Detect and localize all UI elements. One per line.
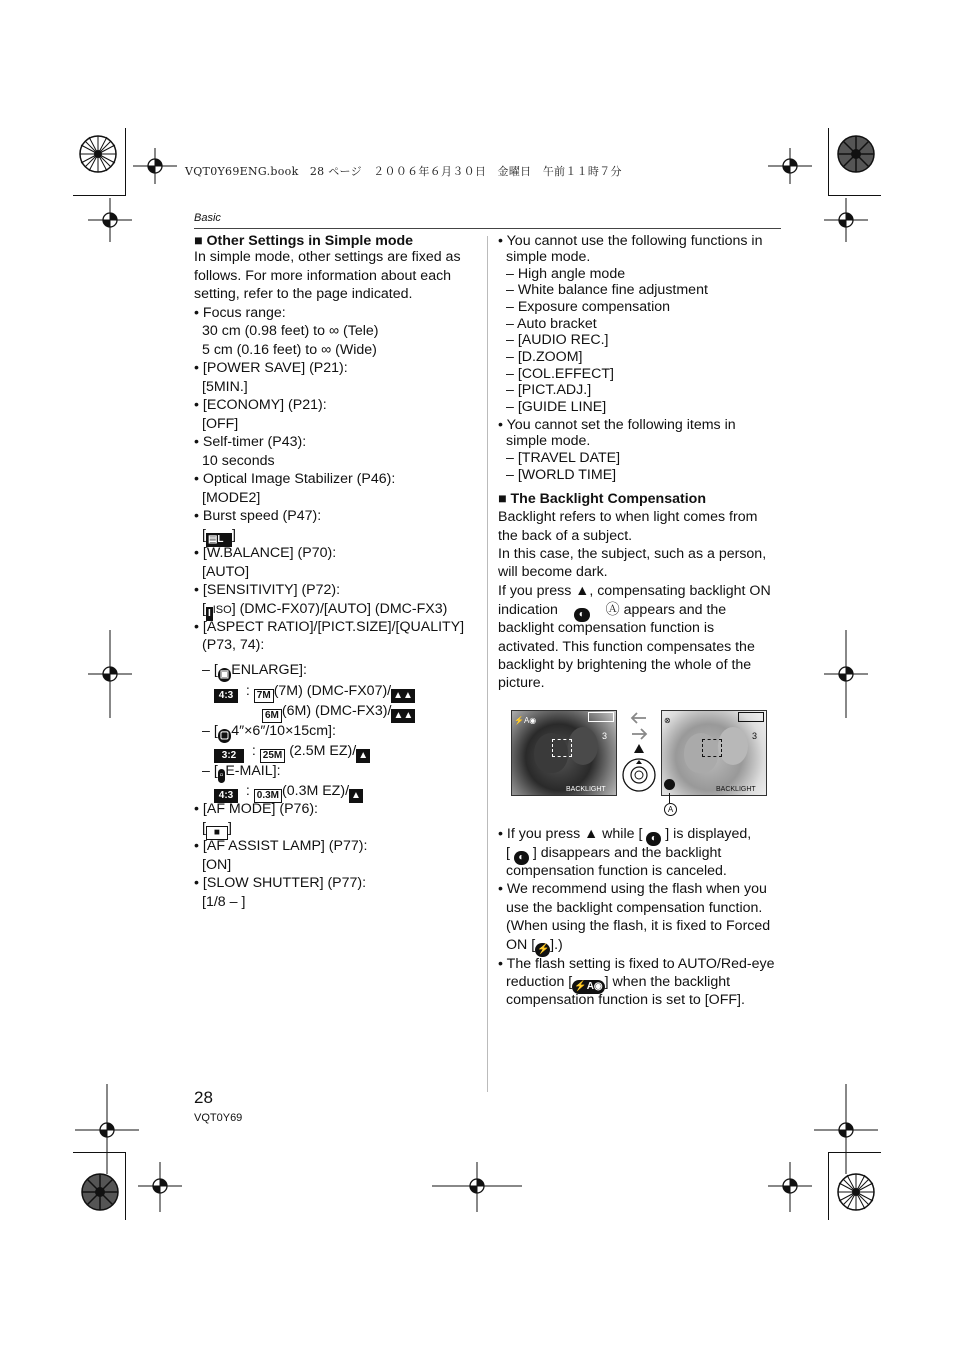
setting-label: • Focus range: bbox=[194, 305, 286, 321]
crosshair-icon bbox=[824, 198, 868, 242]
backlight-label: BACKLIGHT bbox=[566, 786, 606, 793]
crosshair-icon bbox=[133, 148, 177, 184]
crosshair-icon bbox=[814, 1084, 878, 1174]
crosshair-icon bbox=[88, 630, 132, 718]
flash-off-icon: ⊗ bbox=[664, 716, 671, 725]
crosshair-icon bbox=[432, 1162, 522, 1212]
crosshair-icon bbox=[768, 1162, 812, 1212]
setting-value: [AUTO] bbox=[202, 564, 250, 580]
enlarge-icon: ▣ bbox=[219, 669, 230, 680]
column-divider bbox=[487, 236, 488, 1092]
backlight-label: BACKLIGHT bbox=[716, 786, 756, 793]
body-line: indication ◐ Ⓐ appears and the bbox=[498, 602, 727, 620]
page-number: 28 bbox=[194, 1088, 213, 1107]
crosshair-icon bbox=[824, 630, 868, 718]
setting-label: • [ECONOMY] (P21): bbox=[194, 397, 327, 413]
email-icon: ▫ bbox=[219, 770, 224, 781]
function-item: – [D.ZOOM] bbox=[506, 349, 583, 365]
print-header: VQT0Y69ENG.book 28 ページ ２００６年６月３０日 金曜日 午前１１時７分 bbox=[185, 165, 622, 178]
auto-red-eye-icon: ⚡A◉ bbox=[574, 981, 603, 992]
callout-line bbox=[669, 793, 670, 803]
battery-icon bbox=[588, 712, 614, 722]
setting-label: (P73, 74): bbox=[202, 637, 265, 653]
subject-face bbox=[568, 727, 598, 765]
backlit-photo-before bbox=[511, 710, 617, 796]
function-item: – Auto bracket bbox=[506, 316, 597, 332]
fine-quality-icon: ▲▲ bbox=[393, 690, 413, 701]
section-heading: ■ Other Settings in Simple mode bbox=[194, 233, 414, 249]
setting-value: 5 cm (0.16 feet) to ∞ (Wide) bbox=[202, 342, 377, 358]
setting-label: • Self-timer (P43): bbox=[194, 434, 307, 450]
crosshair-icon bbox=[75, 1084, 139, 1174]
crosshair-icon bbox=[88, 198, 132, 242]
note-line: ON [ ⚡].) bbox=[506, 937, 563, 955]
note-line: • The flash setting is fixed to AUTO/Red-eye bbox=[498, 956, 775, 972]
setting-value: [OFF] bbox=[202, 416, 239, 432]
note-line: (When using the flash, it is fixed to Forced bbox=[506, 918, 771, 934]
one-area-af-icon: ■ bbox=[206, 826, 228, 840]
size-row: 3:2 : 25M (2.5M EZ)/ ▲ bbox=[214, 742, 370, 763]
flash-auto-icon: ⚡A◉ bbox=[514, 716, 537, 725]
corner-rosette-icon bbox=[836, 134, 876, 174]
callout-a: A bbox=[664, 803, 677, 816]
email-row: – [ ▫ E-MAIL]: bbox=[202, 763, 281, 781]
subject-face bbox=[718, 727, 748, 765]
standard-quality-icon: ▲ bbox=[358, 750, 369, 761]
body-line: In this case, the subject, such as a person, bbox=[498, 546, 767, 562]
body-line: picture. bbox=[498, 675, 545, 691]
note-line: • If you press ▲ while [ ◐ ] is displayed, bbox=[498, 826, 752, 844]
setting-label: • [AF ASSIST LAMP] (P77): bbox=[194, 838, 368, 854]
print-icon: ▢ bbox=[219, 730, 230, 741]
7m-icon: 7M bbox=[254, 689, 274, 703]
setting-value: 30 cm (0.98 feet) to ∞ (Tele) bbox=[202, 323, 379, 339]
function-item: – [WORLD TIME] bbox=[506, 467, 617, 483]
forced-flash-icon: ⚡ bbox=[537, 944, 550, 955]
remaining-count: 3 bbox=[602, 731, 608, 741]
function-item: – [TRAVEL DATE] bbox=[506, 450, 621, 466]
intro-line: In simple mode, other settings are fixed as bbox=[194, 249, 461, 265]
af-frame bbox=[552, 739, 572, 757]
size-row: 4:3 : 7M (7M) (DMC-FX07)/ ▲▲ bbox=[214, 682, 415, 703]
function-item: – Exposure compensation bbox=[506, 299, 671, 315]
note-line: • You cannot use the following functions in bbox=[498, 233, 763, 249]
function-item: – White balance fine adjustment bbox=[506, 282, 708, 298]
backlight-icon bbox=[664, 779, 675, 790]
header-rule bbox=[194, 228, 781, 229]
section-heading: ■ The Backlight Compensation bbox=[498, 491, 707, 507]
setting-label: • [SLOW SHUTTER] (P77): bbox=[194, 875, 367, 891]
intro-line: follows. For more information about each bbox=[194, 268, 452, 284]
cursor-button-icon bbox=[621, 757, 657, 793]
setting-value: [ON] bbox=[202, 857, 232, 873]
size-row: 6M (6M) (DMC-FX3)/ ▲▲ bbox=[262, 702, 415, 723]
backlit-photo-after bbox=[661, 710, 767, 796]
note-line: [ ◐ ] disappears and the backlight bbox=[506, 845, 722, 863]
setting-label: • [W.BALANCE] (P70): bbox=[194, 545, 337, 561]
crosshair-icon bbox=[768, 148, 812, 184]
note-line: simple mode. bbox=[506, 249, 591, 265]
remaining-count: 3 bbox=[752, 731, 758, 741]
note-line: • We recommend using the flash when you bbox=[498, 881, 767, 897]
section-label: Basic bbox=[194, 212, 221, 224]
note-line: use the backlight compensation function. bbox=[506, 900, 763, 916]
setting-value: 10 seconds bbox=[202, 453, 275, 469]
doc-code: VQT0Y69 bbox=[194, 1112, 243, 1124]
setting-label: • [AF MODE] (P76): bbox=[194, 801, 319, 817]
intro-line: setting, refer to the page indicated. bbox=[194, 286, 413, 302]
body-line: backlight by brightening the whole of the bbox=[498, 657, 752, 673]
body-line: will become dark. bbox=[498, 564, 608, 580]
setting-label: • Burst speed (P47): bbox=[194, 508, 322, 524]
print-size-row: – [ ▢ 4″×6″/10×15cm]: bbox=[202, 723, 336, 741]
iso-mark: ISO bbox=[212, 604, 232, 616]
burst-value: [ ▤L ] bbox=[202, 527, 236, 545]
corner-rosette-icon bbox=[78, 134, 118, 174]
function-item: – [COL.EFFECT] bbox=[506, 366, 614, 382]
fine-quality-icon: ▲▲ bbox=[393, 710, 414, 721]
backlight-icon: ◐ bbox=[646, 832, 661, 846]
setting-label: • Optical Image Stabilizer (P46): bbox=[194, 471, 396, 487]
corner-rosette-icon bbox=[80, 1172, 120, 1212]
body-line: backlight compensation function is bbox=[498, 620, 715, 636]
enlarge-row: – [ ▣ ENLARGE]: bbox=[202, 662, 307, 680]
25m-icon: 25M bbox=[260, 749, 285, 763]
ratio-4-3-icon: 4:3 bbox=[214, 789, 238, 803]
note-line: simple mode. bbox=[506, 433, 591, 449]
note-line: reduction [ ⚡A◉ ] when the backlight bbox=[506, 974, 731, 992]
body-line: Backlight refers to when light comes from bbox=[498, 509, 758, 525]
backlight-icon: ◐ bbox=[574, 608, 590, 622]
setting-label: • [ASPECT RATIO]/[PICT.SIZE]/[QUALITY] bbox=[194, 619, 465, 635]
backlight-icon: ◐ bbox=[514, 851, 529, 865]
sensitivity-value: [ I ISO] (DMC-FX07)/[AUTO] (DMC-FX3) bbox=[202, 601, 448, 619]
body-line: the back of a subject. bbox=[498, 528, 633, 544]
crosshair-icon bbox=[138, 1162, 182, 1212]
af-frame bbox=[702, 739, 722, 757]
body-line: activated. This function compensates the bbox=[498, 639, 755, 655]
setting-label: • [POWER SAVE] (P21): bbox=[194, 360, 348, 376]
function-item: – [GUIDE LINE] bbox=[506, 399, 607, 415]
ratio-4-3-icon: 4:3 bbox=[214, 689, 238, 703]
size-row: 4:3 : 0.3M (0.3M EZ)/ ▲ bbox=[214, 782, 363, 803]
note-line: compensation function is set to [OFF]. bbox=[506, 992, 745, 1008]
function-item: – [PICT.ADJ.] bbox=[506, 382, 592, 398]
burst-high-icon: ▤L bbox=[206, 533, 232, 547]
6m-icon: 6M bbox=[262, 709, 282, 723]
03m-icon: 0.3M bbox=[254, 789, 282, 803]
battery-icon bbox=[738, 712, 764, 722]
arrow-icon bbox=[626, 710, 652, 760]
af-mode-value: [ ■ ] bbox=[202, 820, 232, 838]
standard-quality-icon: ▲ bbox=[351, 790, 361, 801]
setting-value: [MODE2] bbox=[202, 490, 261, 506]
note-line: • You cannot set the following items in bbox=[498, 417, 736, 433]
setting-value: [5MIN.] bbox=[202, 379, 248, 395]
corner-rosette-icon bbox=[836, 1172, 876, 1212]
note-line: compensation function is canceled. bbox=[506, 863, 727, 879]
function-item: – High angle mode bbox=[506, 266, 626, 282]
body-line: If you press ▲, compensating backlight ON bbox=[498, 583, 771, 599]
ratio-3-2-icon: 3:2 bbox=[214, 749, 244, 763]
setting-label: • [SENSITIVITY] (P72): bbox=[194, 582, 341, 598]
intelligent-iso-icon: I bbox=[207, 608, 211, 619]
function-item: – [AUDIO REC.] bbox=[506, 332, 609, 348]
setting-value: [1/8 – ] bbox=[202, 894, 246, 910]
